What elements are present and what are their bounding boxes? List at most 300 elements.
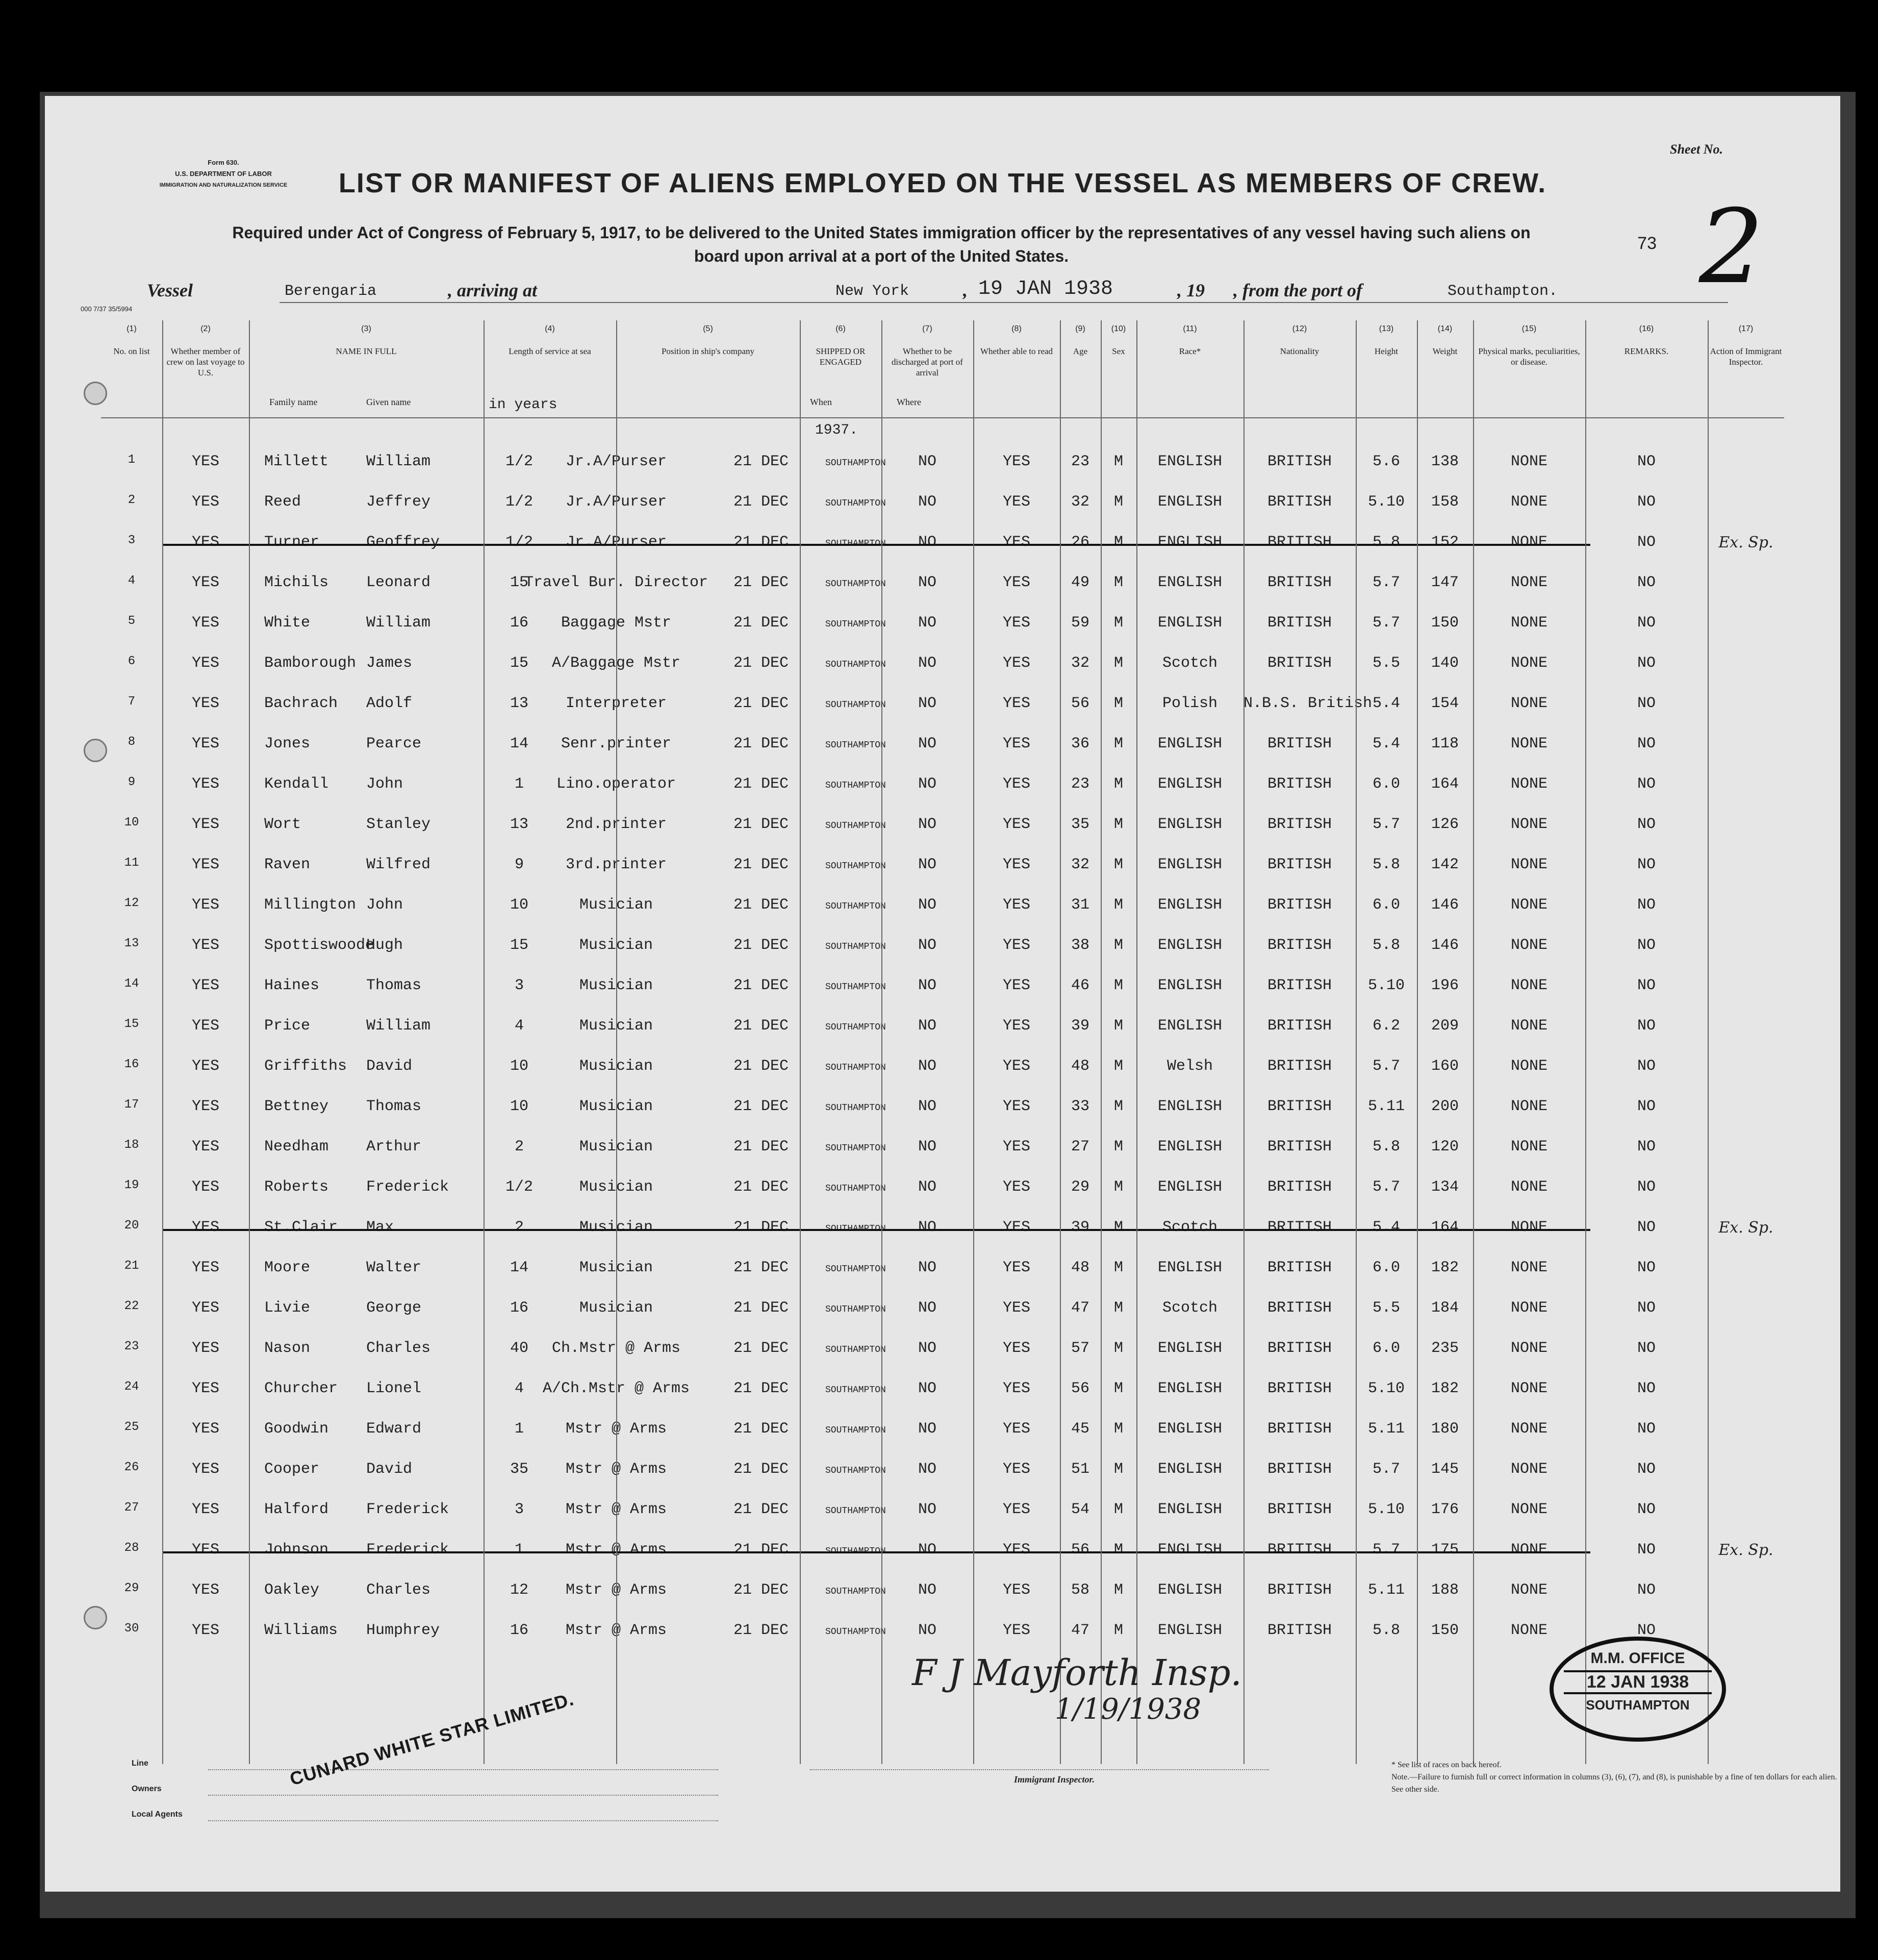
- cell-sex: M: [1113, 977, 1123, 994]
- cell-prev: YES: [191, 1259, 219, 1276]
- cell-sex: M: [1113, 614, 1123, 632]
- cell-where: SOUTHAMPTON: [825, 1022, 886, 1033]
- cell-marks: NONE: [1510, 1581, 1547, 1599]
- cell-race: Scotch: [1162, 1299, 1218, 1317]
- line-label: Line: [132, 1759, 148, 1768]
- column-rule: [1136, 320, 1137, 1764]
- cell-read: YES: [1002, 1219, 1030, 1236]
- cell-disch: NO: [918, 1017, 936, 1035]
- cell-remarks: NO: [1637, 614, 1656, 632]
- table-row: [101, 775, 1784, 815]
- cell-race: ENGLISH: [1157, 1340, 1223, 1357]
- cell-sex: M: [1113, 816, 1123, 833]
- cell-read: YES: [1002, 1581, 1030, 1599]
- subheader: Family name: [269, 397, 318, 407]
- table-row: [101, 1420, 1784, 1460]
- cell-age: 56: [1071, 695, 1089, 712]
- cell-age: 47: [1071, 1622, 1089, 1639]
- cell-remarks: NO: [1637, 1138, 1656, 1155]
- cell-nat: BRITISH: [1267, 816, 1332, 833]
- cell-no: 7: [128, 695, 136, 709]
- table-row: [101, 856, 1784, 896]
- cell-weight: 150: [1431, 1622, 1459, 1639]
- cell-race: ENGLISH: [1157, 896, 1223, 914]
- cell-no: 6: [128, 655, 136, 668]
- cell-nat: BRITISH: [1267, 534, 1332, 551]
- cell-marks: NONE: [1510, 574, 1547, 591]
- cell-when: 21 DEC: [733, 735, 789, 752]
- table-row: [101, 1461, 1784, 1500]
- cell-age: 47: [1071, 1299, 1089, 1317]
- cell-remarks: NO: [1637, 856, 1656, 873]
- cell-family: Haines: [264, 977, 320, 994]
- cell-disch: NO: [918, 1178, 936, 1196]
- cell-prev: YES: [191, 1219, 219, 1236]
- column-rule: [1101, 320, 1102, 1764]
- cell-family: Reed: [264, 493, 301, 511]
- cell-prev: YES: [191, 896, 219, 914]
- cell-weight: 126: [1431, 816, 1459, 833]
- penalty-note: Note.—Failure to furnish full or correct information in columns (3), (6), (7), and (8), is punishable by a fine of ten dollars for each alien. See other side.: [1391, 1773, 1837, 1794]
- cell-height: 5.7: [1372, 1461, 1400, 1478]
- column-header: Age: [1073, 346, 1088, 356]
- column-number: (11): [1183, 324, 1197, 333]
- cell-weight: 164: [1431, 775, 1459, 793]
- table-row: [101, 1380, 1784, 1420]
- cell-nat: BRITISH: [1267, 735, 1332, 752]
- table-row: [101, 1501, 1784, 1541]
- cell-age: 29: [1071, 1178, 1089, 1196]
- arrival-date-stamp: 19 JAN 1938: [978, 278, 1113, 300]
- cell-service: 10: [510, 1058, 528, 1075]
- local-agents-label: Local Agents: [132, 1810, 183, 1819]
- cell-race: ENGLISH: [1157, 1380, 1223, 1397]
- cell-disch: NO: [918, 534, 936, 551]
- cell-height: 5.5: [1372, 655, 1400, 672]
- cell-no: 1: [128, 453, 136, 467]
- cell-when: 21 DEC: [733, 1581, 789, 1599]
- cell-race: ENGLISH: [1157, 977, 1223, 994]
- cell-weight: 118: [1431, 735, 1459, 752]
- cell-sex: M: [1113, 1380, 1123, 1397]
- cell-action: Ex. Sp.: [1718, 1541, 1773, 1559]
- cell-age: 27: [1071, 1138, 1089, 1155]
- cell-race: ENGLISH: [1157, 1178, 1223, 1196]
- cell-no: 28: [124, 1541, 139, 1555]
- cell-no: 30: [124, 1622, 139, 1636]
- cell-family: Churcher: [264, 1380, 338, 1397]
- column-header: No. on list: [113, 346, 150, 356]
- table-row: [101, 534, 1784, 573]
- cell-marks: NONE: [1510, 1299, 1547, 1317]
- cell-disch: NO: [918, 1259, 936, 1276]
- cell-weight: 188: [1431, 1581, 1459, 1599]
- cell-no: 25: [124, 1420, 139, 1434]
- cell-marks: NONE: [1510, 1340, 1547, 1357]
- cell-service: 15: [510, 574, 528, 591]
- cell-prev: YES: [191, 453, 219, 470]
- cell-marks: NONE: [1510, 1420, 1547, 1438]
- cell-position: 2nd.printer: [565, 816, 667, 833]
- cell-height: 5.4: [1372, 1219, 1400, 1236]
- table-row: [101, 1581, 1784, 1621]
- cell-when: 21 DEC: [733, 977, 789, 994]
- cell-nat: BRITISH: [1267, 1461, 1332, 1478]
- cell-height: 5.7: [1372, 574, 1400, 591]
- cell-position: Musician: [579, 977, 653, 994]
- cell-given: Thomas: [366, 1098, 422, 1115]
- column-number: (2): [200, 324, 211, 333]
- cell-marks: NONE: [1510, 816, 1547, 833]
- cell-nat: BRITISH: [1267, 1017, 1332, 1035]
- cell-height: 5.11: [1367, 1098, 1405, 1115]
- cell-family: Kendall: [264, 775, 329, 793]
- cell-nat: BRITISH: [1267, 977, 1332, 994]
- cell-sex: M: [1113, 1501, 1123, 1518]
- cell-given: Charles: [366, 1581, 431, 1599]
- cell-no: 19: [124, 1178, 139, 1192]
- cell-race: Polish: [1162, 695, 1218, 712]
- cell-age: 31: [1071, 896, 1089, 914]
- footnotes: [1391, 1759, 1840, 1796]
- column-rule: [973, 320, 974, 1764]
- cell-disch: NO: [918, 655, 936, 672]
- cell-age: 36: [1071, 735, 1089, 752]
- cell-when: 21 DEC: [733, 614, 789, 632]
- cell-nat: BRITISH: [1267, 1259, 1332, 1276]
- cell-where: SOUTHAMPTON: [825, 579, 886, 589]
- cell-read: YES: [1002, 614, 1030, 632]
- cell-service: 35: [510, 1461, 528, 1478]
- cell-position: Jr.A/Purser: [565, 493, 667, 511]
- cell-read: YES: [1002, 1380, 1030, 1397]
- cell-weight: 182: [1431, 1380, 1459, 1397]
- cell-service: 13: [510, 695, 528, 712]
- cell-marks: NONE: [1510, 937, 1547, 954]
- cell-height: 6.2: [1372, 1017, 1400, 1035]
- subheader: Given name: [366, 397, 411, 407]
- cell-remarks: NO: [1637, 775, 1656, 793]
- cell-position: 3rd.printer: [565, 856, 667, 873]
- cell-age: 32: [1071, 856, 1089, 873]
- cell-given: Wilfred: [366, 856, 431, 873]
- cell-service: 14: [510, 1259, 528, 1276]
- inspector-label: Immigrant Inspector.: [1014, 1774, 1095, 1785]
- cell-service: 1/2: [505, 534, 533, 551]
- cell-position: Musician: [579, 896, 653, 914]
- cell-height: 5.4: [1372, 735, 1400, 752]
- cell-no: 16: [124, 1058, 139, 1071]
- cell-weight: 120: [1431, 1138, 1459, 1155]
- cell-sex: M: [1113, 1420, 1123, 1438]
- cell-weight: 160: [1431, 1058, 1459, 1075]
- cell-read: YES: [1002, 453, 1030, 470]
- cell-nat: BRITISH: [1267, 1138, 1332, 1155]
- cell-given: Frederick: [366, 1178, 449, 1196]
- cell-prev: YES: [191, 937, 219, 954]
- cell-prev: YES: [191, 534, 219, 551]
- cell-read: YES: [1002, 534, 1030, 551]
- cell-height: 5.8: [1372, 937, 1400, 954]
- cell-remarks: NO: [1637, 655, 1656, 672]
- cell-family: Turner: [264, 534, 320, 551]
- cell-marks: NONE: [1510, 453, 1547, 470]
- cell-given: John: [366, 896, 403, 914]
- cell-position: Musician: [579, 1098, 653, 1115]
- cell-service: 1/2: [505, 493, 533, 511]
- cell-remarks: NO: [1637, 1017, 1656, 1035]
- cell-no: 23: [124, 1340, 139, 1353]
- cell-read: YES: [1002, 574, 1030, 591]
- cell-marks: NONE: [1510, 655, 1547, 672]
- cell-when: 21 DEC: [733, 1178, 789, 1196]
- table-row: [101, 1259, 1784, 1299]
- column-header: Whether able to read: [980, 346, 1053, 356]
- cell-position: Musician: [579, 1058, 653, 1075]
- cell-prev: YES: [191, 614, 219, 632]
- cell-disch: NO: [918, 1219, 936, 1236]
- cell-marks: NONE: [1510, 695, 1547, 712]
- cell-marks: NONE: [1510, 534, 1547, 551]
- table-row: [101, 1017, 1784, 1057]
- cell-marks: NONE: [1510, 614, 1547, 632]
- cell-where: SOUTHAMPTON: [825, 1063, 886, 1073]
- cell-nat: BRITISH: [1267, 1420, 1332, 1438]
- cell-marks: NONE: [1510, 1017, 1547, 1035]
- from-port-label: , from the port of: [1233, 280, 1363, 300]
- cell-position: Musician: [579, 1299, 653, 1317]
- cell-sex: M: [1113, 1058, 1123, 1075]
- cell-when: 21 DEC: [733, 453, 789, 470]
- column-header: REMARKS.: [1624, 346, 1669, 356]
- cell-position: Travel Bur. Director: [524, 574, 708, 591]
- cell-weight: 146: [1431, 896, 1459, 914]
- cell-family: Oakley: [264, 1581, 320, 1599]
- cell-sex: M: [1113, 1017, 1123, 1035]
- cell-prev: YES: [191, 493, 219, 511]
- cell-service: 12: [510, 1581, 528, 1599]
- line-rule: [208, 1769, 718, 1770]
- cell-remarks: NO: [1637, 1098, 1656, 1115]
- cell-age: 46: [1071, 977, 1089, 994]
- cell-height: 5.10: [1367, 493, 1405, 511]
- cell-disch: NO: [918, 1541, 936, 1559]
- cell-read: YES: [1002, 1259, 1030, 1276]
- cell-prev: YES: [191, 1581, 219, 1599]
- cell-weight: 152: [1431, 534, 1459, 551]
- cell-sex: M: [1113, 1461, 1123, 1478]
- cell-race: ENGLISH: [1157, 735, 1223, 752]
- cell-position: Mstr @ Arms: [565, 1461, 667, 1478]
- cell-weight: 150: [1431, 614, 1459, 632]
- cell-when: 21 DEC: [733, 695, 789, 712]
- cell-age: 33: [1071, 1098, 1089, 1115]
- cell-given: Geoffrey: [366, 534, 440, 551]
- races-note: * See list of races on back hereof.: [1391, 1761, 1502, 1769]
- vessel-label: Vessel: [147, 280, 193, 300]
- cell-when: 21 DEC: [733, 1461, 789, 1478]
- cell-marks: NONE: [1510, 896, 1547, 914]
- cell-remarks: NO: [1637, 1299, 1656, 1317]
- column-rule: [1473, 320, 1474, 1764]
- column-rule: [484, 320, 485, 1764]
- column-number: (5): [703, 324, 713, 333]
- cell-prev: YES: [191, 977, 219, 994]
- cell-given: Max: [366, 1219, 394, 1236]
- cell-when: 21 DEC: [733, 1017, 789, 1035]
- cell-age: 45: [1071, 1420, 1089, 1438]
- cell-height: 5.11: [1367, 1420, 1405, 1438]
- cell-given: David: [366, 1058, 413, 1075]
- table-row: [101, 1541, 1784, 1581]
- cell-given: Frederick: [366, 1541, 449, 1559]
- cell-family: Goodwin: [264, 1420, 329, 1438]
- cell-nat: BRITISH: [1267, 1501, 1332, 1518]
- cell-nat: BRITISH: [1267, 1178, 1332, 1196]
- stamp-date: 12 JAN 1938: [1564, 1670, 1712, 1694]
- cell-where: SOUTHAMPTON: [825, 1425, 886, 1436]
- cell-where: SOUTHAMPTON: [825, 1103, 886, 1113]
- cell-when: 21 DEC: [733, 1541, 789, 1559]
- cell-age: 49: [1071, 574, 1089, 591]
- cell-family: Millington: [264, 896, 357, 914]
- cell-given: William: [366, 1017, 431, 1035]
- cell-nat: BRITISH: [1267, 1541, 1332, 1559]
- cell-where: SOUTHAMPTON: [825, 458, 886, 468]
- cell-race: ENGLISH: [1157, 1138, 1223, 1155]
- cell-disch: NO: [918, 1461, 936, 1478]
- cell-position: Musician: [579, 1178, 653, 1196]
- cell-family: Livie: [264, 1299, 311, 1317]
- cell-service: 13: [510, 816, 528, 833]
- cell-weight: 138: [1431, 453, 1459, 470]
- cell-sex: M: [1113, 1219, 1123, 1236]
- cell-given: David: [366, 1461, 413, 1478]
- cell-remarks: NO: [1637, 1219, 1656, 1236]
- cell-when: 21 DEC: [733, 534, 789, 551]
- cell-family: Cooper: [264, 1461, 320, 1478]
- cell-weight: 142: [1431, 856, 1459, 873]
- cell-height: 5.7: [1372, 1541, 1400, 1559]
- column-header: Whether member of crew on last voyage to U.S.: [166, 346, 245, 378]
- cell-race: ENGLISH: [1157, 1581, 1223, 1599]
- cell-prev: YES: [191, 574, 219, 591]
- cell-prev: YES: [191, 1098, 219, 1115]
- cell-where: SOUTHAMPTON: [825, 700, 886, 710]
- cell-age: 57: [1071, 1340, 1089, 1357]
- column-number: (15): [1521, 324, 1537, 333]
- cell-read: YES: [1002, 937, 1030, 954]
- cell-prev: YES: [191, 1461, 219, 1478]
- column-number: (12): [1292, 324, 1307, 333]
- inspector-signature: F J Mayforth Insp.: [912, 1652, 1242, 1694]
- cell-nat: BRITISH: [1267, 493, 1332, 511]
- cell-read: YES: [1002, 1017, 1030, 1035]
- cell-marks: NONE: [1510, 1461, 1547, 1478]
- cell-no: 20: [124, 1219, 139, 1233]
- cell-given: William: [366, 614, 431, 632]
- cell-disch: NO: [918, 856, 936, 873]
- table-row: [101, 1219, 1784, 1259]
- year-label: , 19: [1177, 280, 1205, 300]
- cell-height: 5.7: [1372, 1178, 1400, 1196]
- cell-prev: YES: [191, 775, 219, 793]
- cell-weight: 176: [1431, 1501, 1459, 1518]
- cell-no: 13: [124, 937, 139, 950]
- strike-through-line: [162, 544, 1590, 546]
- cell-where: SOUTHAMPTON: [825, 821, 886, 831]
- table-row: [101, 977, 1784, 1017]
- cell-no: 26: [124, 1461, 139, 1474]
- cell-prev: YES: [191, 1340, 219, 1357]
- cell-race: ENGLISH: [1157, 816, 1223, 833]
- table-row: [101, 1178, 1784, 1218]
- cell-when: 21 DEC: [733, 1259, 789, 1276]
- cell-prev: YES: [191, 816, 219, 833]
- table-row: [101, 937, 1784, 976]
- cell-age: 54: [1071, 1501, 1089, 1518]
- cell-given: Hugh: [366, 937, 403, 954]
- cell-age: 56: [1071, 1380, 1089, 1397]
- table-row: [101, 695, 1784, 735]
- cell-service: 4: [514, 1017, 524, 1035]
- table-row: [101, 655, 1784, 694]
- cell-marks: NONE: [1510, 1501, 1547, 1518]
- cell-position: Musician: [579, 1138, 653, 1155]
- cell-position: Mstr @ Arms: [565, 1420, 667, 1438]
- cell-no: 21: [124, 1259, 139, 1273]
- cell-given: William: [366, 453, 431, 470]
- column-rule: [616, 320, 617, 1764]
- cell-sex: M: [1113, 1098, 1123, 1115]
- cell-family: Roberts: [264, 1178, 329, 1196]
- cell-service: 3: [514, 1501, 524, 1518]
- cell-weight: 140: [1431, 655, 1459, 672]
- cell-when: 21 DEC: [733, 1219, 789, 1236]
- cell-race: ENGLISH: [1157, 856, 1223, 873]
- cell-disch: NO: [918, 453, 936, 470]
- cell-sex: M: [1113, 453, 1123, 470]
- cell-when: 21 DEC: [733, 493, 789, 511]
- cell-race: ENGLISH: [1157, 1622, 1223, 1639]
- table-row: [101, 493, 1784, 533]
- column-rule: [881, 320, 882, 1764]
- cell-where: SOUTHAMPTON: [825, 982, 886, 992]
- cell-read: YES: [1002, 1340, 1030, 1357]
- cell-given: Charles: [366, 1340, 431, 1357]
- cell-when: 21 DEC: [733, 574, 789, 591]
- cell-marks: NONE: [1510, 1178, 1547, 1196]
- cell-race: ENGLISH: [1157, 453, 1223, 470]
- cell-remarks: NO: [1637, 1380, 1656, 1397]
- strike-through-line: [162, 1229, 1590, 1231]
- cell-position: Musician: [579, 1259, 653, 1276]
- cell-disch: NO: [918, 1058, 936, 1075]
- cell-family: Bamborough: [264, 655, 357, 672]
- cell-nat: N.B.S. British: [1243, 695, 1373, 712]
- signature-rule: [810, 1769, 1269, 1770]
- cell-when: 21 DEC: [733, 816, 789, 833]
- cell-age: 58: [1071, 1581, 1089, 1599]
- cell-remarks: NO: [1637, 896, 1656, 914]
- cell-where: SOUTHAMPTON: [825, 1587, 886, 1597]
- cell-no: 22: [124, 1299, 139, 1313]
- cell-given: Edward: [366, 1420, 422, 1438]
- cell-family: Jones: [264, 735, 311, 752]
- cell-age: 23: [1071, 453, 1089, 470]
- column-rule: [1060, 320, 1061, 1764]
- cell-where: SOUTHAMPTON: [825, 1627, 886, 1637]
